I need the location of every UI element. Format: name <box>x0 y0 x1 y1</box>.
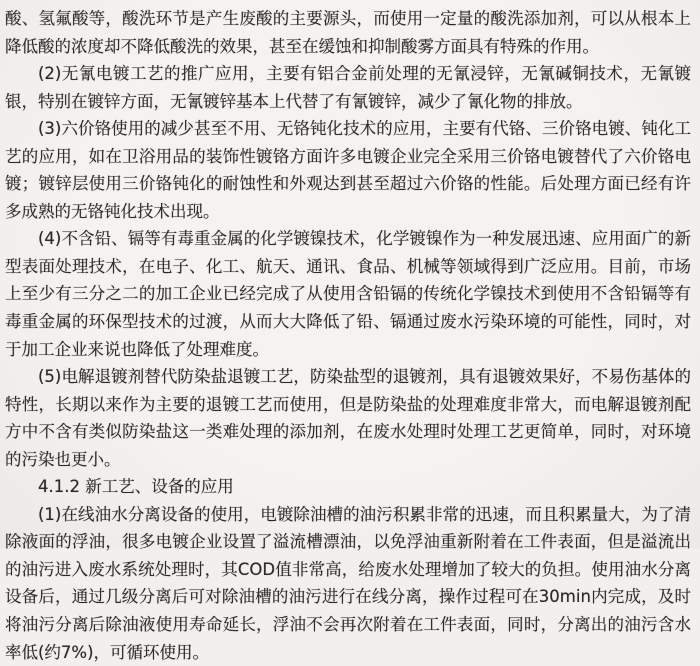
section-heading-4-1-2: 4.1.2 新工艺、设备的应用 <box>38 477 234 497</box>
paragraph-3-hexavalent-chromium-reduction: (3)六价铬使用的减少甚至不用、无铬钝化技术的应用，主要有代铬、三价铬电镀、钝化工艺的应用，如在卫浴用品的装饰性镀铬方面许多电镀企业完全采用三价铬电镀替代了六价铬电镀；镀锌层使用三价铬钝化的耐蚀性和外观达到甚至超过六价铬的性能。后处理方面已经有许多成熟的无铬钝化技术出现。 <box>5 119 691 221</box>
paragraph-acid-washing-continuation: 酸、氢氟酸等，酸洗环节是产生废酸的主要源头，而使用一定量的酸洗添加剂，可以从根本上降低酸的浓度却不降低酸洗的效果，甚至在缓蚀和抑制酸雾方面具有特殊的作用。 <box>5 9 691 56</box>
paragraph-1-online-oil-water-separation: (1)在线油水分离设备的使用，电镀除油槽的油污积累非常的迅速，而且积累量大，为了清除液面的浮油，很多电镀企业设置了溢流槽漂油，以免浮油重新附着在工件表面，但是溢流出的油污进入废水系统处理时，其COD值非常高，给废水处理增加了较大的负担。使用油水分离设备后，通过几级分离后可对除油槽的油污进行在线分离，操作过程可在30min内完成，及时将油污分离后除油液使用寿命延长，浮油不会再次附着在工件表面，同时，分离出的油污含水率低(约7%)，可循环使用。 <box>5 504 691 662</box>
paragraph-4-lead-cadmium-free-nickel-plating: (4)不含铅、镉等有毒重金属的化学镀镍技术，化学镀镍作为一种发展迅速、应用面广的新型表面处理技术，在电子、化工、航天、通讯、食品、机械等领域得到广泛应用。目前，市场上至少有三分之二的加工企业已经完成了从使用含铅镉的传统化学镍技术到使用不含铅镉等有毒重金属的环保型技术的过渡，从而大大降低了铅、镉通过废水污染环境的可能性，同时，对于加工企业来说也降低了处理难度。 <box>5 229 691 359</box>
paragraph-5-electrolytic-stripping-agent: (5)电解退镀剂替代防染盐退镀工艺，防染盐型的退镀剂，具有退镀效果好，不易伤基体的特性，长期以来作为主要的退镀工艺而使用，但是防染盐的处理难度非常大，而电解退镀剂配方中不含有类似防染盐这一类难处理的添加剂，在废水处理时处理工艺更简单，同时，对环境的污染也更小。 <box>5 367 691 469</box>
paragraph-2-cyanide-free-plating: (2)无氰电镀工艺的推广应用，主要有铝合金前处理的无氰浸锌，无氰碱铜技术，无氰镀银，特别在镀锌方面，无氰镀锌基本上代替了有氰镀锌，减少了氰化物的排放。 <box>5 64 691 111</box>
